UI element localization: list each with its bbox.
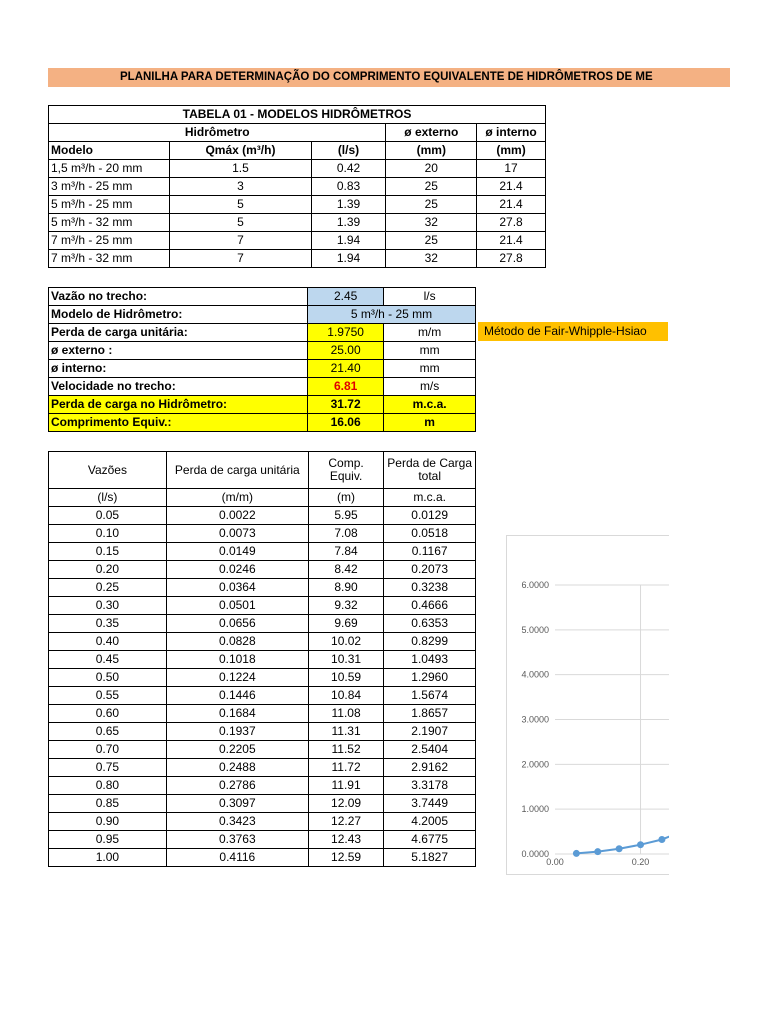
col-header: (mm) — [477, 142, 546, 160]
table-row — [49, 831, 476, 849]
table-cell: 27.8 — [477, 214, 546, 232]
table-row — [49, 741, 476, 759]
table-cell: 10.84 — [308, 687, 384, 705]
calc-label: Comprimento Equiv.: — [49, 414, 308, 432]
calc-label: Modelo de Hidrômetro: — [49, 306, 308, 324]
table-cell: 12.59 — [308, 849, 384, 867]
table-cell: 32 — [386, 214, 477, 232]
table-row — [49, 813, 476, 831]
table-cell: 3.3178 — [384, 777, 476, 795]
calc-unit: m — [384, 414, 476, 432]
table-row — [49, 597, 476, 615]
calc-row — [49, 378, 476, 396]
table-cell: 0.8299 — [384, 633, 476, 651]
table-cell: 1.8657 — [384, 705, 476, 723]
table-cell: 11.72 — [308, 759, 384, 777]
calc-label: Velocidade no trecho: — [49, 378, 308, 396]
table-row — [49, 723, 476, 741]
y-tick-label: 6.0000 — [521, 580, 549, 590]
table-cell: 0.83 — [311, 178, 386, 196]
table-cell: 0.3238 — [384, 579, 476, 597]
table-row — [49, 795, 476, 813]
table-cell: 12.09 — [308, 795, 384, 813]
calc-unit: m/m — [384, 324, 476, 342]
table-cell: 25 — [386, 232, 477, 250]
table-cell: 1.5674 — [384, 687, 476, 705]
table-cell: 10.59 — [308, 669, 384, 687]
table-cell: 0.1684 — [166, 705, 308, 723]
col-int-header: ø interno — [477, 124, 546, 142]
table-row — [49, 633, 476, 651]
table-cell: 11.91 — [308, 777, 384, 795]
table-row — [49, 525, 476, 543]
flows-table — [48, 451, 476, 867]
table-cell: 1.2960 — [384, 669, 476, 687]
calc-row — [49, 324, 476, 342]
table-row — [49, 849, 476, 867]
table-cell: 0.42 — [311, 160, 386, 178]
table-cell: 3 — [170, 178, 311, 196]
table-cell: 10.31 — [308, 651, 384, 669]
table-cell: 1.0493 — [384, 651, 476, 669]
series-line — [576, 836, 669, 853]
data-point — [594, 848, 601, 855]
table-cell: 7 m³/h - 25 mm — [49, 232, 170, 250]
table-row — [49, 561, 476, 579]
table-row — [49, 543, 476, 561]
table-cell: 7 m³/h - 32 mm — [49, 250, 170, 268]
table-cell: 0.2488 — [166, 759, 308, 777]
calc-label: Vazão no trecho: — [49, 288, 308, 306]
table-cell: 9.32 — [308, 597, 384, 615]
table-row — [49, 178, 546, 196]
x-tick-label: 0.20 — [631, 857, 650, 867]
table-cell: 21.4 — [477, 178, 546, 196]
table-cell: 0.0149 — [166, 543, 308, 561]
models-group-header: Hidrômetro — [49, 124, 386, 142]
calc-row — [49, 306, 476, 324]
table-cell: 11.52 — [308, 741, 384, 759]
table-cell: 10.02 — [308, 633, 384, 651]
table-cell: 1.39 — [311, 214, 386, 232]
table-cell: 0.3763 — [166, 831, 308, 849]
table-cell: 0.2786 — [166, 777, 308, 795]
table-cell: 0.0129 — [384, 507, 476, 525]
calc-label: ø interno: — [49, 360, 308, 378]
table-cell: 5.95 — [308, 507, 384, 525]
table-row — [49, 651, 476, 669]
table-cell: 0.4116 — [166, 849, 308, 867]
table-cell: 7 — [170, 250, 311, 268]
table-cell: 0.3423 — [166, 813, 308, 831]
flows-unit: (m) — [308, 489, 384, 507]
table-cell: 21.4 — [477, 232, 546, 250]
table-cell: 0.80 — [49, 777, 167, 795]
table-cell: 0.1224 — [166, 669, 308, 687]
y-tick-label: 0.0000 — [521, 849, 549, 859]
table-cell: 11.08 — [308, 705, 384, 723]
table-row — [49, 160, 546, 178]
table-cell: 0.2205 — [166, 741, 308, 759]
calc-row — [49, 288, 476, 306]
table-cell: 0.1167 — [384, 543, 476, 561]
calc-table — [48, 287, 476, 432]
col-header: (l/s) — [311, 142, 386, 160]
table-cell: 27.8 — [477, 250, 546, 268]
method-label: Método de Fair-Whipple-Hsiao — [478, 322, 668, 341]
calc-row — [49, 414, 476, 432]
y-tick-label: 5.0000 — [521, 624, 549, 635]
table-cell: 0.0501 — [166, 597, 308, 615]
table-cell: 11.31 — [308, 723, 384, 741]
table-cell: 0.0828 — [166, 633, 308, 651]
table-cell: 2.5404 — [384, 741, 476, 759]
table-cell: 5 m³/h - 32 mm — [49, 214, 170, 232]
table-cell: 0.1937 — [166, 723, 308, 741]
table-row — [49, 232, 546, 250]
table-row — [49, 579, 476, 597]
models-table — [48, 105, 546, 268]
flows-unit: (l/s) — [49, 489, 167, 507]
table-cell: 0.75 — [49, 759, 167, 777]
table-cell: 4.2005 — [384, 813, 476, 831]
calc-value[interactable]: 2.45 — [308, 288, 384, 306]
data-point — [637, 841, 644, 848]
calc-row — [49, 360, 476, 378]
calc-row — [49, 342, 476, 360]
table-cell: 0.55 — [49, 687, 167, 705]
calc-label: Perda de carga no Hidrômetro: — [49, 396, 308, 414]
calc-unit: m/s — [384, 378, 476, 396]
chart-area[interactable] — [506, 535, 669, 875]
y-tick-label: 2.0000 — [521, 759, 549, 770]
calc-unit: l/s — [384, 288, 476, 306]
table-cell: 0.4666 — [384, 597, 476, 615]
table-cell: 1,5 m³/h - 20 mm — [49, 160, 170, 178]
table-cell: 7.08 — [308, 525, 384, 543]
table-cell: 1.00 — [49, 849, 167, 867]
calc-value[interactable]: 5 m³/h - 25 mm — [308, 306, 476, 324]
table-row — [49, 669, 476, 687]
table-cell: 5 — [170, 196, 311, 214]
table-cell: 25 — [386, 196, 477, 214]
table-row — [49, 705, 476, 723]
table-cell: 2.1907 — [384, 723, 476, 741]
table-cell: 0.1446 — [166, 687, 308, 705]
table-cell: 1.5 — [170, 160, 311, 178]
table-cell: 0.10 — [49, 525, 167, 543]
table-cell: 0.85 — [49, 795, 167, 813]
table-cell: 1.94 — [311, 250, 386, 268]
table-cell: 2.9162 — [384, 759, 476, 777]
table-cell: 12.43 — [308, 831, 384, 849]
table-cell: 5 m³/h - 25 mm — [49, 196, 170, 214]
calc-label: Perda de carga unitária: — [49, 324, 308, 342]
table-cell: 0.0364 — [166, 579, 308, 597]
col-header: (mm) — [386, 142, 477, 160]
table-cell: 0.2073 — [384, 561, 476, 579]
table-row — [49, 250, 546, 268]
table-cell: 0.0246 — [166, 561, 308, 579]
table-cell: 0.35 — [49, 615, 167, 633]
calc-value: 1.9750 — [308, 324, 384, 342]
data-point — [658, 836, 665, 843]
table-cell: 0.30 — [49, 597, 167, 615]
table-cell: 4.6775 — [384, 831, 476, 849]
line-chart — [507, 536, 669, 874]
calc-value: 16.06 — [308, 414, 384, 432]
table-cell: 3 m³/h - 25 mm — [49, 178, 170, 196]
table-cell: 12.27 — [308, 813, 384, 831]
calc-label: ø externo : — [49, 342, 308, 360]
table-cell: 8.90 — [308, 579, 384, 597]
table-cell: 0.0073 — [166, 525, 308, 543]
col-header: Modelo — [49, 142, 170, 160]
table-cell: 0.6353 — [384, 615, 476, 633]
calc-value: 21.40 — [308, 360, 384, 378]
calc-unit: mm — [384, 342, 476, 360]
calc-value: 6.81 — [308, 378, 384, 396]
table-row — [49, 507, 476, 525]
table-row — [49, 214, 546, 232]
models-table-title: TABELA 01 - MODELOS HIDRÔMETROS — [49, 106, 546, 124]
flows-unit: m.c.a. — [384, 489, 476, 507]
table-cell: 0.50 — [49, 669, 167, 687]
table-cell: 9.69 — [308, 615, 384, 633]
x-tick-label: 0.00 — [546, 857, 564, 867]
flows-header: Comp. Equiv. — [308, 452, 384, 489]
table-cell: 0.40 — [49, 633, 167, 651]
flows-unit: (m/m) — [166, 489, 308, 507]
table-cell: 1.94 — [311, 232, 386, 250]
table-cell: 8.42 — [308, 561, 384, 579]
calc-unit: m.c.a. — [384, 396, 476, 414]
table-row — [49, 615, 476, 633]
table-cell: 32 — [386, 250, 477, 268]
table-cell: 0.3097 — [166, 795, 308, 813]
table-cell: 0.45 — [49, 651, 167, 669]
table-cell: 5 — [170, 214, 311, 232]
table-cell: 7 — [170, 232, 311, 250]
table-cell: 1.39 — [311, 196, 386, 214]
table-cell: 0.0656 — [166, 615, 308, 633]
table-cell: 0.20 — [49, 561, 167, 579]
table-cell: 0.05 — [49, 507, 167, 525]
calc-row — [49, 396, 476, 414]
table-cell: 0.70 — [49, 741, 167, 759]
table-row — [49, 759, 476, 777]
table-cell: 17 — [477, 160, 546, 178]
data-point — [616, 845, 623, 852]
table-cell: 3.7449 — [384, 795, 476, 813]
data-point — [573, 850, 580, 857]
table-cell: 0.60 — [49, 705, 167, 723]
calc-value: 31.72 — [308, 396, 384, 414]
table-cell: 0.65 — [49, 723, 167, 741]
table-cell: 0.95 — [49, 831, 167, 849]
calc-value: 25.00 — [308, 342, 384, 360]
table-cell: 0.1018 — [166, 651, 308, 669]
calc-unit: mm — [384, 360, 476, 378]
col-ext-header: ø externo — [386, 124, 477, 142]
table-cell: 7.84 — [308, 543, 384, 561]
table-cell: 20 — [386, 160, 477, 178]
table-cell: 25 — [386, 178, 477, 196]
page-title: PLANILHA PARA DETERMINAÇÃO DO COMPRIMENTO EQUIVALENTE DE HIDRÔMETROS DE ME — [48, 68, 730, 87]
table-cell: 0.90 — [49, 813, 167, 831]
y-tick-label: 3.0000 — [521, 714, 549, 725]
flows-header: Vazões — [49, 452, 167, 489]
y-tick-label: 4.0000 — [521, 669, 549, 680]
table-row — [49, 196, 546, 214]
table-cell: 5.1827 — [384, 849, 476, 867]
table-cell: 0.0022 — [166, 507, 308, 525]
table-cell: 21.4 — [477, 196, 546, 214]
col-header: Qmáx (m³/h) — [170, 142, 311, 160]
table-cell: 0.0518 — [384, 525, 476, 543]
flows-header: Perda de carga unitária — [166, 452, 308, 489]
flows-header: Perda de Carga total — [384, 452, 476, 489]
table-row — [49, 777, 476, 795]
table-row — [49, 687, 476, 705]
table-cell: 0.15 — [49, 543, 167, 561]
y-tick-label: 1.0000 — [521, 804, 549, 815]
table-cell: 0.25 — [49, 579, 167, 597]
